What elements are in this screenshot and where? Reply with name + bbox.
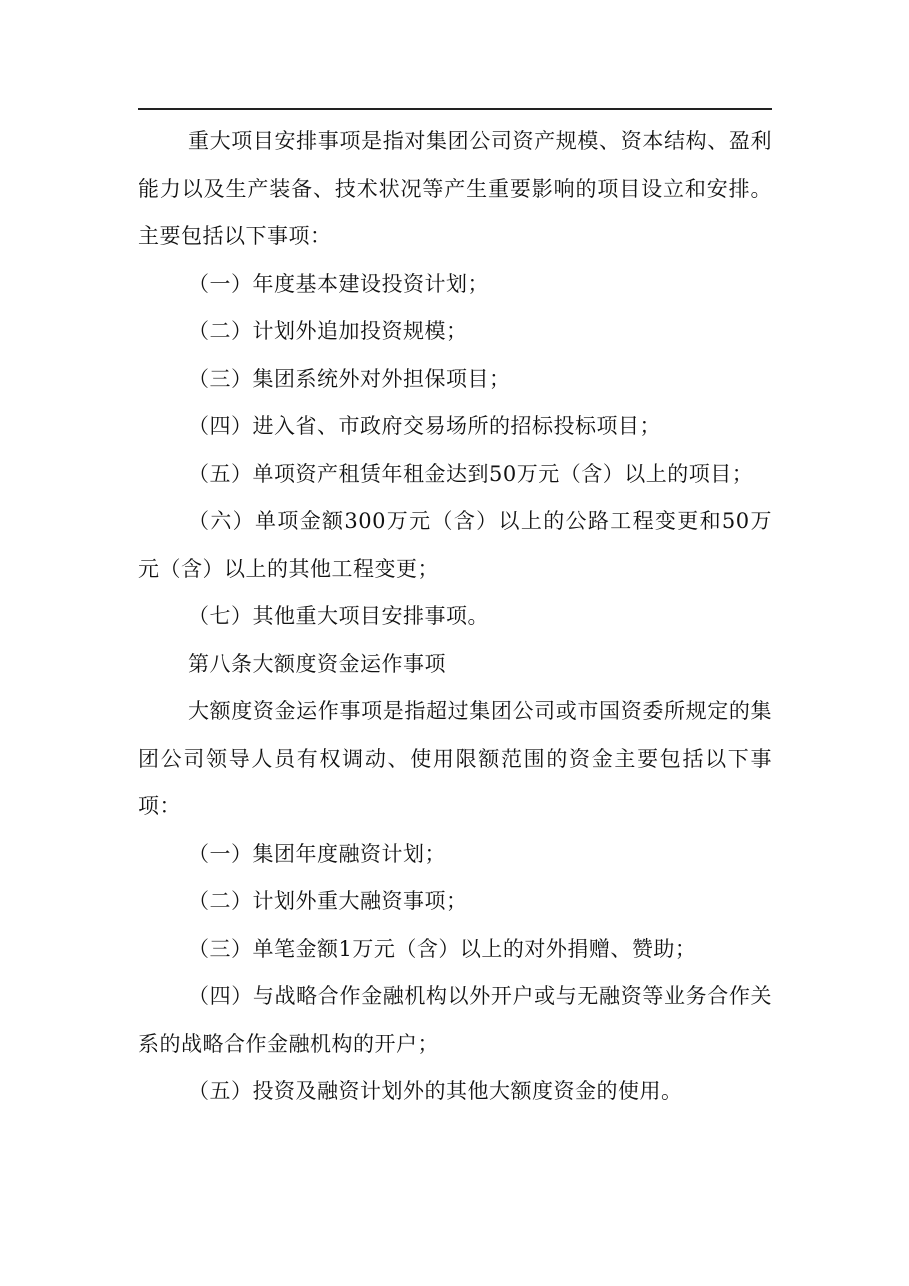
list-item-major-financing: （二）计划外重大融资事项； bbox=[188, 889, 468, 913]
paragraph-large-funds-definition: 大额度资金运作事项是指超过集团公司或市国资委所规定的集团公司领导人员有权调动、使用限额范围的资金主要包括以下事项： bbox=[138, 699, 772, 818]
list-item-external-guarantee: （三）集团系统外对外担保项目； bbox=[188, 366, 511, 391]
list-item-account-opening: （四）与战略合作金融机构以外开户或与无融资等业务合作关系的战略合作金融机构的开户； bbox=[138, 984, 772, 1056]
paragraph-major-projects-definition: 重大项目安排事项是指对集团公司资产规模、资本结构、盈利能力以及生产装备、技术状况等产生重要影响的项目设立和安排。主要包括以下事项： bbox=[138, 129, 772, 248]
list-item-additional-investment: （二）计划外追加投资规模； bbox=[188, 319, 468, 343]
section-heading-article-8: 第八条大额度资金运作事项 bbox=[188, 651, 446, 676]
list-item-asset-leasing: （五）单项资产租赁年租金达到50万元（含）以上的项目； bbox=[188, 461, 754, 486]
list-item-bidding-projects: （四）进入省、市政府交易场所的招标投标项目； bbox=[188, 414, 661, 438]
header-rule bbox=[138, 108, 772, 110]
list-item-annual-construction-plan: （一）年度基本建设投资计划； bbox=[188, 271, 489, 296]
list-item-other-major-projects: （七）其他重大项目安排事项。 bbox=[188, 604, 489, 628]
list-item-other-large-funds: （五）投资及融资计划外的其他大额度资金的使用。 bbox=[188, 1079, 683, 1103]
list-item-donations: （三）单笔金额1万元（含）以上的对外捐赠、赞助； bbox=[188, 936, 697, 961]
document-body bbox=[138, 118, 772, 1116]
list-item-engineering-changes: （六）单项金额300万元（含）以上的公路工程变更和50万元（含）以上的其他工程变更； bbox=[138, 509, 772, 581]
list-item-annual-financing-plan: （一）集团年度融资计划； bbox=[188, 841, 446, 866]
